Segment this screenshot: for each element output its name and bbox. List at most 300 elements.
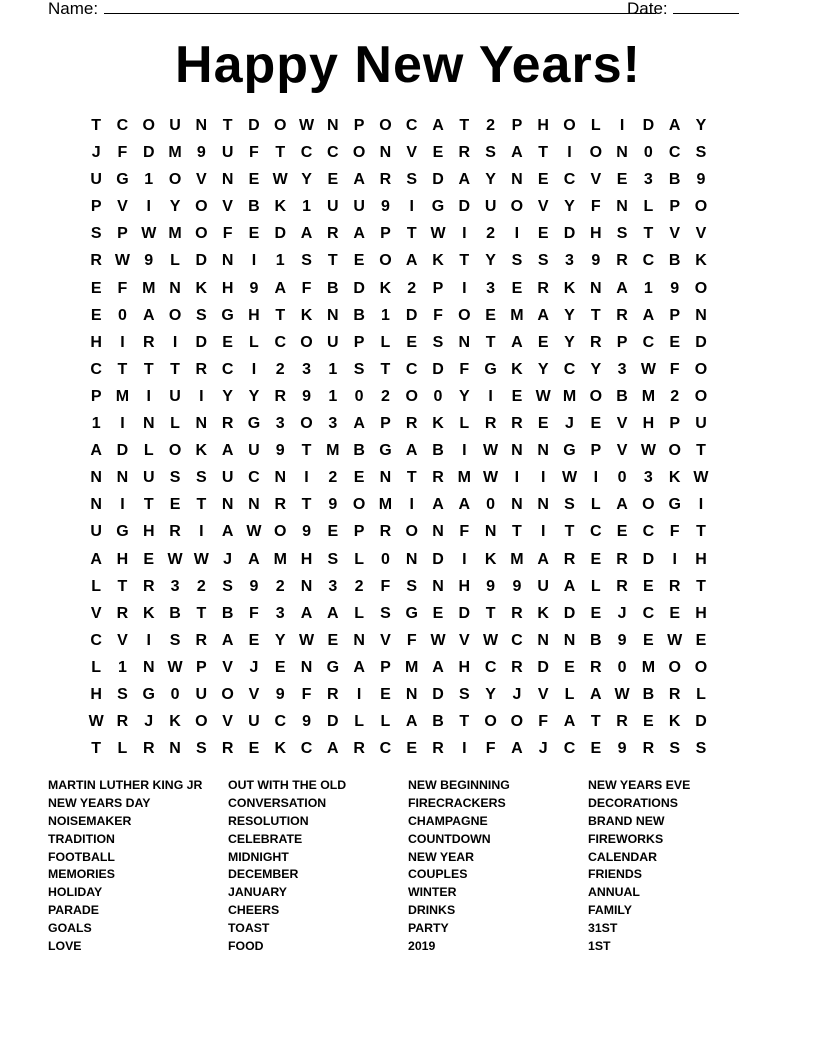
grid-letter: I [304,469,309,487]
grid-letter: G [484,360,497,378]
grid-letter: T [696,577,706,595]
grid-letter: G [116,523,129,541]
grid-letter: 9 [275,685,285,703]
grid-letter: 9 [696,171,706,189]
grid-letter: J [144,713,154,731]
grid-letter: 1 [144,171,154,189]
grid-letter: E [432,604,444,622]
grid-letter: D [563,604,576,622]
grid-letter: V [537,685,549,703]
grid-letter: Y [222,387,233,405]
grid-letter: A [274,279,286,297]
grid-letter: M [510,550,524,568]
word-list-item: TRADITION [48,831,115,846]
grid-row [83,139,714,166]
grid-letter: A [353,171,365,189]
grid-letter: S [406,577,418,595]
grid-letter: D [274,225,286,243]
grid-letter: L [696,685,706,703]
grid-row [83,166,714,193]
grid-letter: T [170,360,180,378]
grid-letter: Y [248,387,260,405]
grid-letter: F [538,713,549,731]
grid-letter: U [90,523,102,541]
grid-letter: N [616,144,628,162]
grid-letter: S [511,252,523,270]
word-list-item: MEMORIES [48,867,115,882]
grid-letter: P [90,387,102,405]
grid-letter: A [563,577,576,595]
name-blank-line [104,13,656,14]
grid-letter: R [616,577,628,595]
grid-letter: V [248,685,260,703]
grid-letter: U [327,333,339,351]
grid-letter: I [146,631,151,649]
word-column [408,777,588,956]
grid-letter: 9 [617,740,627,758]
grid-letter: C [484,658,497,676]
grid-letter: O [352,144,366,162]
grid-letter: L [117,740,128,758]
grid-letter: N [142,658,155,676]
grid-row [83,383,714,410]
grid-letter: A [668,117,681,134]
grid-letter: A [616,279,628,297]
grid-letter: J [223,550,233,568]
grid-letter: N [511,442,523,460]
grid-letter: R [668,577,681,595]
grid-letter: U [248,713,260,731]
grid-letter: C [642,333,655,351]
grid-letter: W [483,469,499,487]
grid-letter: O [168,171,182,189]
grid-letter: I [698,496,704,514]
grid-letter: 9 [249,279,259,297]
grid-letter: E [327,631,339,649]
grid-letter: A [432,496,444,514]
grid-letter: R [432,740,444,758]
grid-letter: N [511,496,523,514]
grid-row [83,735,714,762]
grid-letter: W [167,550,183,568]
grid-letter: H [537,117,549,134]
grid-letter: H [221,279,234,297]
grid-letter: L [459,415,470,433]
grid-letter: D [327,713,339,731]
grid-letter: G [405,604,418,622]
grid-letter: D [195,252,208,270]
grid-letter: T [459,252,470,270]
grid-letter: E [248,225,260,243]
grid-row [83,247,714,274]
grid-letter: G [247,415,261,433]
grid-letter: W [114,252,130,270]
grid-letter: 3 [617,360,627,378]
word-list-item: MIDNIGHT [228,849,289,864]
grid-letter: K [668,713,681,731]
word-list-item: NOISEMAKER [48,813,132,828]
grid-letter: S [432,333,444,351]
grid-letter: N [537,631,549,649]
grid-letter: F [301,279,312,297]
grid-letter: 9 [302,387,311,405]
grid-letter: H [142,523,155,541]
grid-letter: E [511,279,523,297]
grid-letter: N [432,577,444,595]
grid-letter: 0 [170,685,180,703]
grid-letter: K [695,252,707,270]
grid-letter: W [298,631,315,649]
grid-letter: K [484,550,497,568]
grid-letter: J [249,658,259,676]
word-list-item: FRIENDS [588,867,642,882]
grid-row [83,627,714,654]
grid-letter: D [116,442,129,460]
grid-letter: I [540,469,546,487]
grid-letter: K [537,604,549,622]
grid-letter: N [116,469,129,487]
grid-letter: F [222,225,233,243]
grid-letter: I [356,685,362,703]
word-list-item: OUT WITH THE OLD [228,778,347,792]
grid-letter: L [380,713,391,731]
grid-letter: N [327,117,339,134]
word-list-item: DECEMBER [228,867,299,882]
grid-letter: M [168,144,182,162]
grid-letter: K [274,740,286,758]
grid-letter: U [221,144,234,162]
grid-letter: N [537,496,549,514]
grid-letter: C [300,740,313,758]
grid-letter: S [695,740,707,758]
grid-letter: E [511,387,523,405]
grid-letter: N [142,415,155,433]
grid-letter: N [90,469,102,487]
grid-letter: U [484,198,497,216]
grid-letter: E [669,333,681,351]
grid-letter: 3 [565,252,574,270]
grid-letter: O [510,713,524,731]
grid-letter: W [141,225,157,243]
grid-letter: 9 [486,577,496,595]
word-list-item: COUNTDOWN [408,831,491,846]
grid-letter: S [90,225,102,243]
word-column [48,777,228,956]
grid-letter: E [643,631,654,649]
grid-letter: 0 [486,496,496,514]
grid-letter: O [589,387,603,405]
grid-letter: C [563,360,576,378]
grid-letter: R [484,415,497,433]
grid-letter: L [170,415,180,433]
grid-letter: W [561,469,578,487]
grid-letter: L [354,604,364,622]
grid-letter: 2 [196,577,206,595]
grid-letter: W [430,225,446,243]
grid-letter: D [432,171,444,189]
grid-letter: N [511,171,523,189]
grid-letter: F [117,144,128,162]
grid-letter: 0 [617,469,627,487]
grid-letter: N [274,469,286,487]
grid-letter: N [537,442,549,460]
grid-letter: E [669,604,681,622]
grid-letter: I [619,117,625,134]
grid-letter: P [353,117,365,134]
grid-letter: T [696,442,706,460]
grid-letter: E [327,523,339,541]
grid-letter: P [90,198,102,216]
grid-letter: T [196,496,207,514]
grid-letter: F [590,198,601,216]
grid-letter: O [405,523,418,541]
grid-letter: 1 [328,360,338,378]
grid-letter: E [143,550,155,568]
grid-letter: 3 [643,469,653,487]
grid-letter: E [616,523,628,541]
grid-letter: 3 [328,415,338,433]
grid-letter: 9 [144,252,154,270]
grid-letter: S [485,144,496,162]
grid-letter: I [514,225,520,243]
grid-letter: F [669,360,680,378]
grid-letter: T [327,252,338,270]
grid-letter: Y [485,252,496,270]
grid-letter: P [196,658,207,676]
grid-letter: W [298,117,315,134]
grid-letter: 9 [380,198,390,216]
word-list-item: DECORATIONS [588,795,678,810]
grid-letter: E [564,658,575,676]
grid-letter: 9 [328,496,338,514]
grid-letter: D [248,117,260,134]
grid-letter: K [668,469,681,487]
grid-letter: A [616,496,628,514]
grid-letter: V [537,198,549,216]
page-title: Happy New Years! [175,36,641,94]
grid-letter: O [589,144,603,162]
grid-letter: V [616,442,628,460]
grid-letter: C [405,117,418,134]
grid-letter: F [669,523,680,541]
word-list [48,777,768,956]
grid-letter: O [668,658,681,676]
grid-letter: O [694,198,708,216]
grid-letter: M [562,387,577,405]
grid-letter: S [564,496,575,514]
grid-letter: V [406,144,418,162]
grid-letter: G [326,658,340,676]
grid-letter: Y [485,171,496,189]
grid-letter: L [590,496,601,514]
date-blank-line [673,13,739,14]
grid-letter: W [430,631,446,649]
grid-letter: E [222,333,233,351]
grid-letter: M [115,387,130,405]
grid-letter: B [353,306,365,324]
grid-letter: T [485,604,496,622]
grid-letter: P [432,279,444,297]
grid-letter: S [196,469,207,487]
grid-letter: E [643,577,654,595]
grid-letter: D [458,198,471,216]
grid-letter: T [696,523,706,541]
grid-letter: N [616,198,628,216]
grid-letter: D [695,713,707,731]
grid-letter: R [616,306,628,324]
grid-row [83,518,714,545]
grid-letter: H [248,306,260,324]
grid-letter: A [511,333,523,351]
grid-letter: 2 [670,387,680,405]
grid-letter: A [327,604,339,622]
grid-letter: R [327,225,339,243]
grid-row [83,112,714,139]
grid-letter: I [120,333,125,351]
grid-letter: C [511,631,523,649]
grid-letter: V [380,631,391,649]
grid-letter: T [143,496,154,514]
grid-letter: J [91,144,101,162]
grid-letter: C [300,144,313,162]
grid-letter: V [695,225,707,243]
grid-letter: I [514,469,520,487]
grid-letter: D [642,550,655,568]
grid-letter: H [458,658,471,676]
grid-letter: W [483,442,499,460]
grid-letter: D [695,333,707,351]
grid-letter: B [642,685,655,703]
grid-letter: W [614,685,630,703]
word-list-item: FAMILY [588,903,632,918]
grid-letter: A [642,306,655,324]
grid-letter: A [432,658,444,676]
grid-letter: O [168,306,182,324]
grid-letter: 0 [617,658,627,676]
grid-letter: S [169,631,181,649]
word-list-item: FIRECRACKERS [408,795,506,810]
grid-letter: U [90,171,102,189]
grid-letter: G [142,685,155,703]
grid-letter: A [353,225,365,243]
grid-letter: E [537,333,549,351]
grid-letter: Y [537,360,549,378]
grid-letter: B [668,252,681,270]
grid-letter: E [90,279,102,297]
word-list-item: RESOLUTION [228,813,309,828]
grid-letter: P [353,523,365,541]
grid-letter: O [484,713,497,731]
grid-letter: E [616,171,628,189]
grid-letter: I [462,279,467,297]
grid-letter: G [668,496,681,514]
grid-letter: A [353,658,365,676]
grid-letter: S [669,740,681,758]
grid-letter: T [143,360,154,378]
grid-letter: A [511,740,523,758]
grid-letter: G [379,442,392,460]
grid-letter: D [405,306,418,324]
grid-letter: H [116,550,129,568]
grid-letter: S [406,171,418,189]
grid-letter: O [642,496,655,514]
grid-letter: 3 [328,577,338,595]
grid-letter: A [221,631,234,649]
grid-letter: N [169,740,181,758]
grid-letter: L [143,442,154,460]
grid-letter: C [642,604,655,622]
grid-letter: C [90,631,102,649]
grid-letter: A [458,171,471,189]
grid-row [83,546,714,573]
grid-letter: R [405,415,418,433]
grid-letter: O [221,685,234,703]
grid-letter: V [117,631,128,649]
grid-letter: 3 [486,279,496,297]
grid-letter: A [405,442,418,460]
grid-letter: R [221,415,234,433]
grid-letter: E [353,252,365,270]
word-list-item: MARTIN LUTHER KING JR [48,778,203,792]
word-list-item: FOOTBALL [48,849,115,864]
grid-letter: M [378,496,393,514]
grid-letter: P [669,198,681,216]
grid-letter: O [510,198,524,216]
grid-letter: L [91,577,102,595]
grid-letter: M [405,658,419,676]
grid-letter: 2 [275,360,285,378]
grid-letter: B [327,279,339,297]
grid-letter: A [537,306,549,324]
grid-letter: C [590,523,602,541]
grid-letter: 3 [170,577,180,595]
word-list-item: CONVERSATION [228,795,327,810]
grid-letter: H [458,577,471,595]
grid-letter: P [353,333,365,351]
grid-letter: I [462,740,467,758]
grid-letter: I [146,198,151,216]
grid-letter: T [406,225,417,243]
grid-letter: N [590,279,602,297]
grid-letter: D [142,144,155,162]
grid-letter: T [380,360,391,378]
grid-letter: R [379,523,392,541]
grid-letter: S [301,252,312,270]
grid-letter: G [563,442,576,460]
grid-letter: C [327,144,339,162]
grid-letter: C [221,360,234,378]
grid-letter: H [90,333,102,351]
grid-letter: I [120,496,125,514]
grid-letter: U [142,469,155,487]
grid-letter: E [432,144,444,162]
grid-letter: T [275,306,286,324]
grid-letter: F [459,360,470,378]
grid-letter: T [275,144,286,162]
grid-letter: S [380,604,391,622]
grid-letter: C [563,171,576,189]
word-list-item: CHEERS [228,903,280,918]
grid-letter: R [142,740,155,758]
grid-letter: L [590,117,601,134]
grid-letter: L [564,685,575,703]
grid-letter: R [458,144,471,162]
grid-letter: R [511,604,523,622]
grid-letter: U [169,117,181,134]
grid-letter: O [274,523,287,541]
grid-letter: O [458,306,471,324]
grid-letter: A [300,225,313,243]
